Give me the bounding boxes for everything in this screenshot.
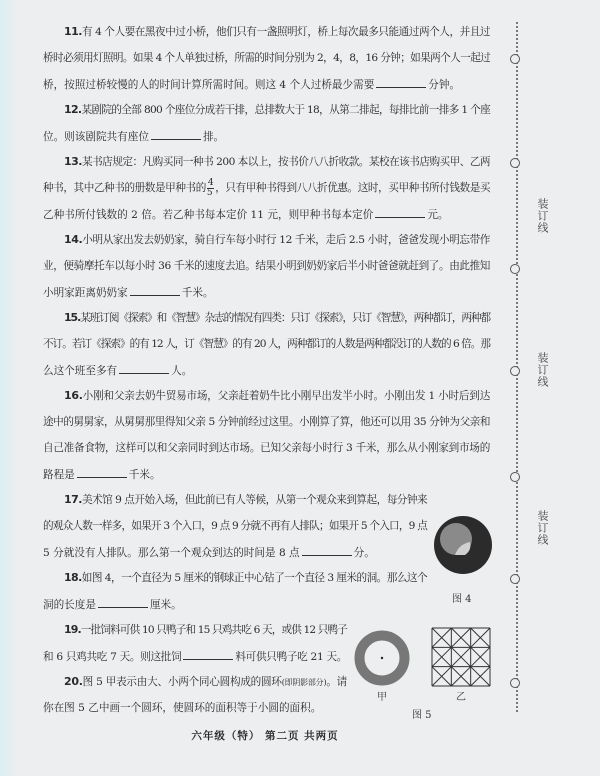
question-19-line bbox=[43, 646, 347, 666]
question-text: 乙种书所付钱数的 2 倍。若乙种书每本定价 11 元，则甲种书每本定价 bbox=[43, 209, 374, 221]
question-number: 13. bbox=[64, 155, 82, 168]
question-12-line bbox=[43, 126, 490, 146]
question-19-line bbox=[64, 620, 347, 640]
question-text: 么这个班至多有 bbox=[43, 365, 118, 377]
question-number: 17. bbox=[64, 493, 82, 506]
question-number: 14. bbox=[64, 233, 83, 246]
question-text-after: 分钟。 bbox=[428, 79, 461, 91]
question-text: 某剧院的全部 800 个座位分成若干排，总排数大于 18，从第二排起，每排比前一排多 1 个座 bbox=[81, 104, 490, 116]
question-13-line bbox=[43, 204, 490, 224]
question-16-line bbox=[64, 386, 490, 406]
figure-4-caption: 图 4 bbox=[452, 594, 472, 605]
question-text-after: ，只有甲种书得到八八折优惠。这时，买甲种书所付钱数是买 bbox=[215, 182, 490, 194]
question-number: 15. bbox=[64, 311, 81, 324]
binding-label: 装订线 bbox=[536, 510, 549, 546]
question-text-after: 千米。 bbox=[181, 287, 214, 299]
page-footer: 六年级（特） 第二页 共两页 bbox=[191, 730, 339, 742]
question-11-line bbox=[64, 22, 490, 42]
scan-edge bbox=[0, 0, 14, 776]
question-16-line bbox=[43, 438, 490, 458]
question-text: 和 6 只鸡共吃 7 天。则这批饲 bbox=[43, 651, 182, 663]
question-text-after: 人。 bbox=[171, 365, 193, 377]
figure-5-grid bbox=[431, 627, 491, 687]
question-text: 途中的舅舅家，从舅舅那里得知父亲 5 分钟前经过这里。小刚算了算，他还可以用 35 分钟为父亲和 bbox=[43, 416, 490, 428]
question-14-line bbox=[64, 230, 490, 250]
question-20-line bbox=[64, 672, 347, 692]
question-number: 19. bbox=[64, 623, 81, 636]
answer-blank[interactable] bbox=[375, 204, 425, 218]
answer-blank[interactable] bbox=[302, 542, 352, 556]
question-text: 有 4 个人要在黑夜中过小桥，他们只有一盏照明灯，桥上每次最多只能通过两个人，并且过 bbox=[82, 26, 490, 38]
binding-hole-icon bbox=[510, 472, 520, 482]
figure-5-a-label: 甲 bbox=[377, 692, 387, 703]
figure-5-annulus bbox=[353, 629, 413, 689]
question-14-line bbox=[43, 256, 490, 276]
question-text: 桥时必须用灯照明。如果 4 个人单独过桥，所需的时间分别为 2，4，8，16 分钟；如果两个人一起过 bbox=[43, 52, 490, 64]
question-16-line bbox=[43, 412, 490, 432]
question-number: 20. bbox=[64, 675, 83, 688]
question-text: 洞的长度是 bbox=[43, 599, 96, 611]
figure-4-ball bbox=[432, 514, 494, 576]
question-text: 位。则该剧院共有座位 bbox=[43, 131, 149, 143]
binding-hole-icon bbox=[510, 366, 520, 376]
question-text: 你在图 5 乙中画一个圆环，使圆环的面积等于小圆的面积。 bbox=[43, 702, 322, 714]
question-number: 12. bbox=[64, 103, 82, 116]
question-text-after: 厘米。 bbox=[149, 599, 182, 611]
binding-hole-icon bbox=[510, 678, 520, 688]
question-13-line bbox=[64, 152, 490, 172]
note-text: (即阴影部分) bbox=[281, 678, 327, 687]
question-11-line bbox=[43, 48, 490, 68]
question-text: 一批饲料可供 10 只鸭子和 15 只鸡共吃 6 天，或供 12 只鸭子 bbox=[80, 624, 347, 636]
question-15-line bbox=[64, 308, 490, 328]
question-number: 18. bbox=[64, 571, 82, 584]
question-13-line bbox=[43, 178, 490, 198]
fraction bbox=[207, 179, 214, 198]
question-number: 11. bbox=[64, 25, 82, 38]
binding-hole-icon bbox=[510, 158, 520, 168]
question-text-after: 元。 bbox=[427, 209, 449, 221]
answer-blank[interactable] bbox=[130, 282, 180, 296]
question-17-line bbox=[43, 516, 427, 536]
answer-blank[interactable] bbox=[151, 126, 201, 140]
question-11-line bbox=[43, 74, 490, 94]
question-17-line bbox=[64, 490, 427, 510]
question-text-after: 排。 bbox=[202, 131, 225, 143]
question-text: 业，便骑摩托车以每小时 36 千米的速度去追。结果小明到奶奶家后半小时爸爸就赶到了。由此推知 bbox=[43, 260, 490, 272]
question-text: 某班订阅《探索》和《智慧》杂志的情况有四类：只订《探索》，只订《智慧》，两种都订，两种都 bbox=[80, 312, 490, 324]
question-text: 小明从家出发去奶奶家，骑自行车每小时行 12 千米，走后 2.5 小时，爸爸发现小明忘带作 bbox=[82, 234, 490, 246]
answer-blank[interactable] bbox=[183, 646, 233, 660]
question-15-line bbox=[43, 360, 490, 380]
question-12-line bbox=[64, 100, 490, 120]
fraction-denominator: 5 bbox=[206, 187, 213, 198]
question-text-after: 千米。 bbox=[128, 469, 161, 481]
answer-blank[interactable] bbox=[98, 594, 148, 608]
question-text: 桥，按照过桥较慢的人的时间计算所需时间。则这 4 个人过桥最少需要 bbox=[43, 79, 375, 91]
question-18-line bbox=[43, 594, 427, 614]
question-text: 美术馆 9 点开始入场，但此前已有人等候，从第一个观众来到算起，每分钟来 bbox=[82, 494, 428, 506]
binding-hole-icon bbox=[510, 264, 520, 274]
question-text: 种书，其中乙种书的册数是甲种书的 bbox=[43, 182, 206, 194]
answer-blank[interactable] bbox=[376, 74, 426, 88]
question-text-after: 。请 bbox=[326, 676, 347, 688]
question-text: 图 5 甲表示由大、小两个同心圆构成的圆环 bbox=[82, 676, 282, 688]
question-20-line bbox=[43, 698, 347, 718]
question-16-line bbox=[43, 464, 490, 484]
question-17-line bbox=[43, 542, 427, 562]
question-text: 小明家距离奶奶家 bbox=[43, 287, 128, 299]
question-text-after: 分。 bbox=[353, 547, 375, 559]
question-text: 自己准备食物，这样可以和父亲同时到达市场。已知父亲每小时行 3 千米，那么从小刚家到市场的 bbox=[43, 442, 490, 454]
question-text: 小刚和父亲去奶牛贸易市场，父亲赶着奶牛比小刚早出发半小时。小刚出发 1 小时后到达 bbox=[82, 390, 490, 402]
answer-blank[interactable] bbox=[119, 360, 169, 374]
figure-5-b-label: 乙 bbox=[456, 692, 466, 703]
question-14-line bbox=[43, 282, 490, 302]
question-text: 如图 4，一个直径为 5 厘米的钢球正中心钻了一个直径 3 厘米的洞。那么这个 bbox=[81, 572, 427, 584]
fraction-numerator: 4 bbox=[207, 177, 214, 188]
question-text-after: 料可供只鸭子吃 21 天。 bbox=[235, 651, 348, 663]
binding-hole-icon bbox=[510, 54, 520, 64]
question-text: 某书店规定：凡购买同一种书 200 本以上，按书价八八折收款。某校在该书店购买甲、乙两 bbox=[82, 156, 491, 168]
binding-label: 装订线 bbox=[536, 198, 549, 234]
binding-hole-icon bbox=[510, 574, 520, 584]
question-18-line bbox=[64, 568, 427, 588]
question-text: 5 分就没有人排队。那么第一个观众到达的时间是 8 点 bbox=[43, 547, 300, 559]
answer-blank[interactable] bbox=[77, 464, 127, 478]
question-text: 的观众人数一样多，如果开 3 个入口，9 点 9 分就不再有人排队；如果开 5 个入口，9 点 bbox=[43, 520, 427, 532]
question-text: 路程是 bbox=[43, 469, 75, 481]
figure-5-caption: 图 5 bbox=[412, 710, 432, 721]
question-number: 16. bbox=[64, 389, 83, 402]
binding-label: 装订线 bbox=[536, 352, 549, 388]
question-15-line bbox=[43, 334, 490, 354]
question-text: 不订。若订《探索》的有 12 人，订《智慧》的有 20 人，两种都订的人数是两种都没订的人数的 6 倍。那 bbox=[43, 338, 490, 350]
